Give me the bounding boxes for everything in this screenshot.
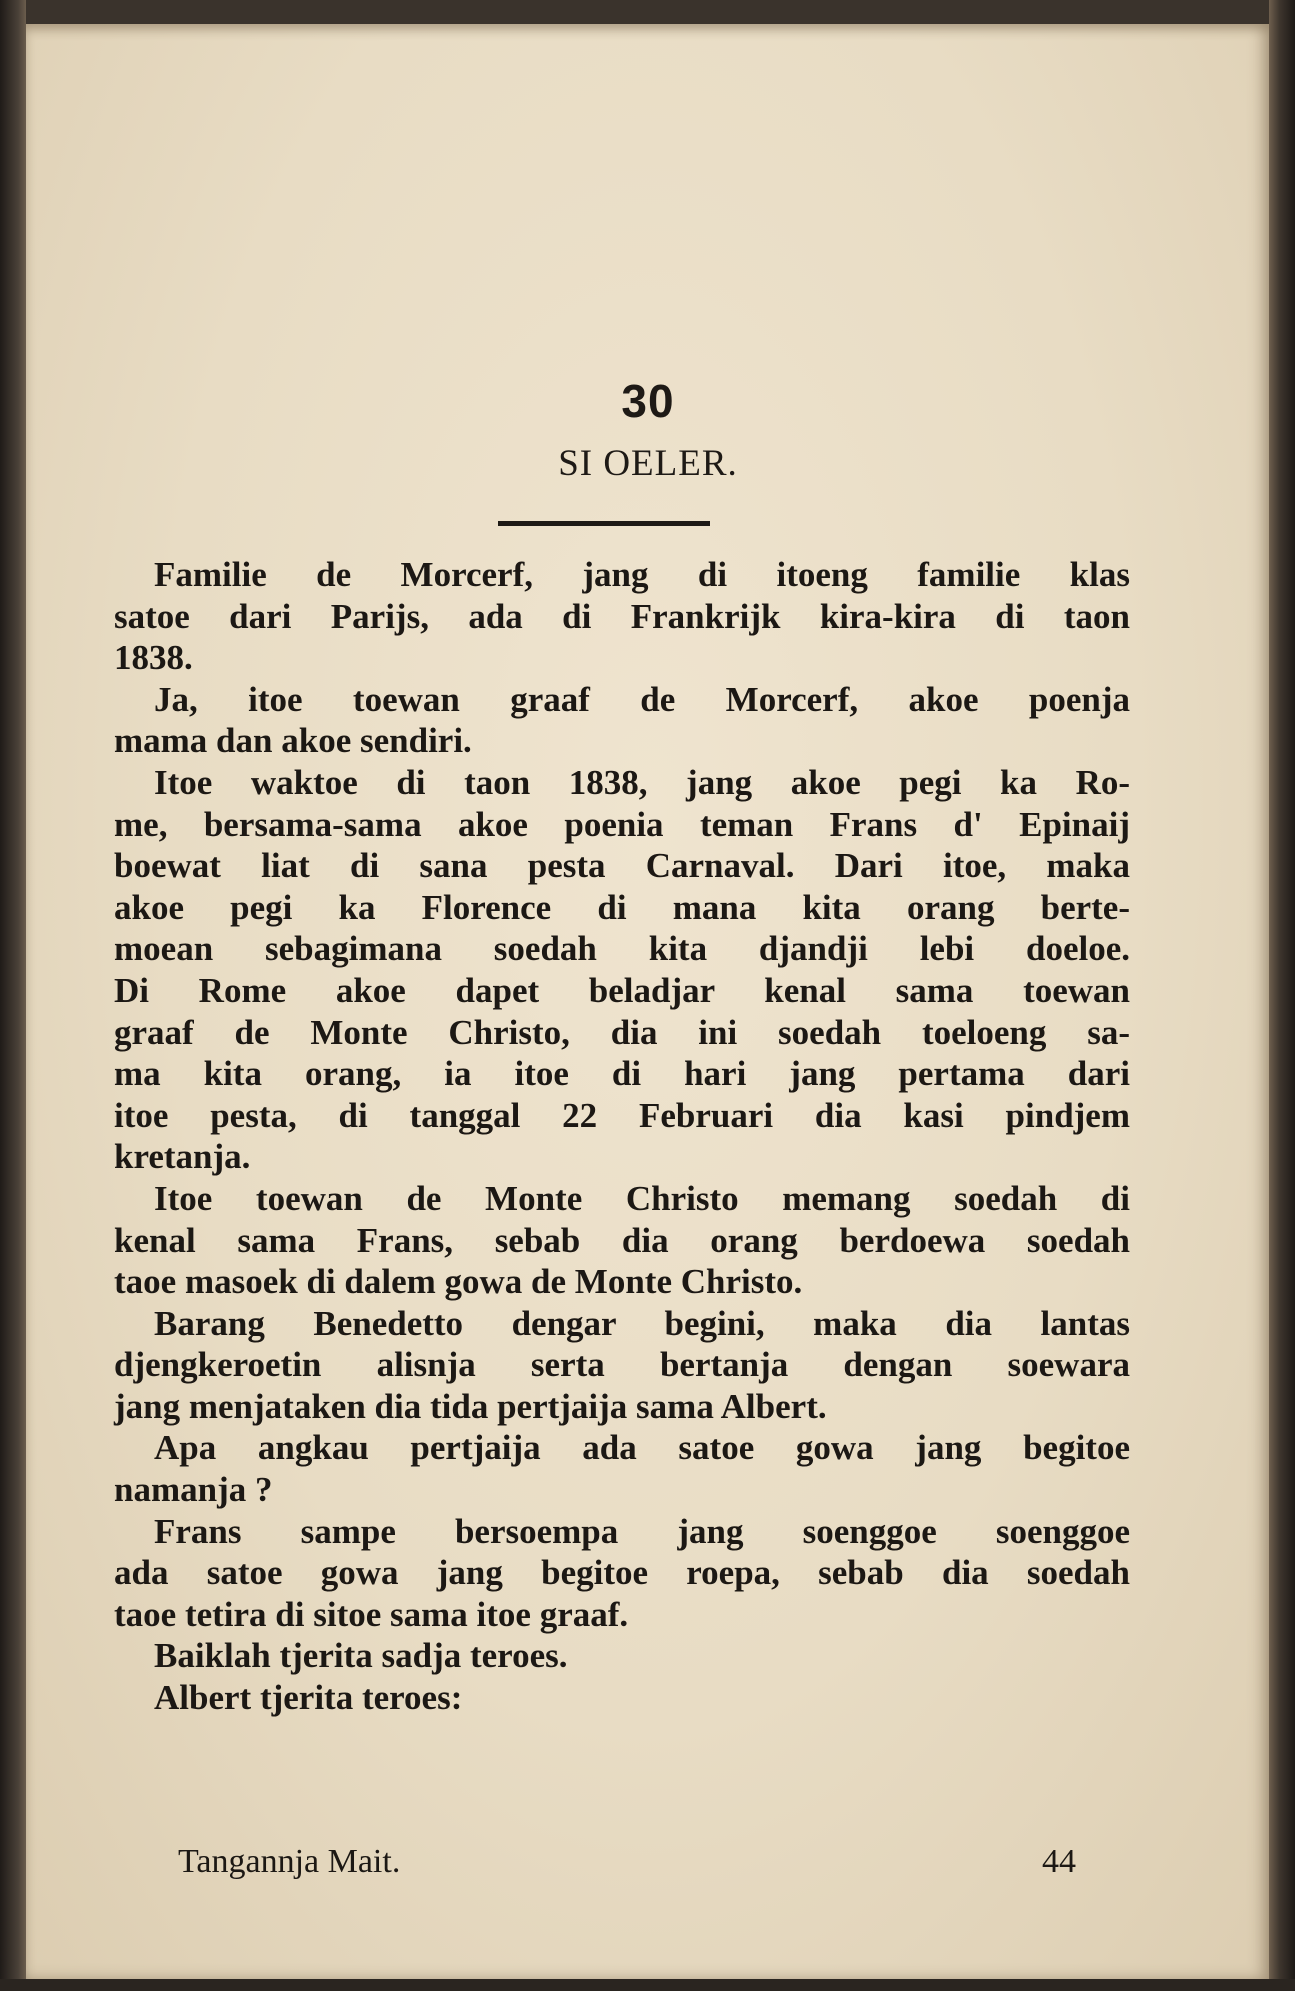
text-line: jang menjataken dia tida pertjaija sama Albert. bbox=[114, 1386, 827, 1426]
printer-signature: Tangannja Mait. bbox=[178, 1843, 401, 1880]
text-line: satoe dari Parijs, ada di Frankrijk kira-kira di taon bbox=[114, 596, 1130, 636]
page-sheet bbox=[26, 24, 1270, 1979]
title-divider bbox=[498, 521, 710, 526]
body-text bbox=[114, 554, 1130, 1719]
text-line: Albert tjerita teroes: bbox=[154, 1678, 463, 1718]
text-line: me, bersama-sama akoe poenia teman Frans d' Epinaij bbox=[114, 804, 1130, 844]
text-line: mama dan akoe sendiri. bbox=[114, 721, 472, 761]
text-line: Frans sampe bersoempa jang soenggoe soenggoe bbox=[154, 1511, 1130, 1551]
text-line: taoe tetira di sitoe sama itoe graaf. bbox=[114, 1594, 629, 1634]
text-line: 1838. bbox=[114, 638, 193, 678]
text-line: Itoe waktoe di taon 1838, jang akoe pegi ka Ro- bbox=[154, 762, 1130, 802]
text-line: Barang Benedetto dengar begini, maka dia lantas bbox=[154, 1303, 1130, 1343]
text-line: Apa angkau pertjaija ada satoe gowa jang begitoe bbox=[154, 1428, 1130, 1468]
text-line: djengkeroetin alisnja serta bertanja dengan soewara bbox=[114, 1345, 1130, 1385]
text-line: kenal sama Frans, sebab dia orang berdoewa soedah bbox=[114, 1220, 1130, 1260]
chapter-title: SI OELER. bbox=[558, 443, 738, 484]
page-right-edge bbox=[1269, 0, 1295, 1991]
text-line: taoe masoek di dalem gowa de Monte Christo. bbox=[114, 1262, 803, 1302]
text-line: graaf de Monte Christo, dia ini soedah toeloeng sa- bbox=[114, 1012, 1130, 1052]
text-line: ada satoe gowa jang begitoe roepa, sebab dia soedah bbox=[114, 1553, 1130, 1593]
text-line: Ja, itoe toewan graaf de Morcerf, akoe poenja bbox=[154, 679, 1130, 719]
text-line: itoe pesta, di tanggal 22 Februari dia kasi pindjem bbox=[114, 1095, 1130, 1135]
text-line: namanja ? bbox=[114, 1470, 273, 1510]
text-line: Baiklah tjerita sadja teroes. bbox=[154, 1636, 568, 1676]
text-line: Familie de Morcerf, jang di itoeng familie klas bbox=[154, 555, 1130, 594]
book-spine-edge bbox=[0, 0, 26, 1991]
text-line: ma kita orang, ia itoe di hari jang pertama dari bbox=[114, 1054, 1130, 1094]
text-line: Di Rome akoe dapet beladjar kenal sama toewan bbox=[114, 970, 1130, 1010]
page-bottom-edge bbox=[0, 1979, 1295, 1991]
page-number: 44 bbox=[1042, 1843, 1076, 1880]
text-line: akoe pegi ka Florence di mana kita orang berte- bbox=[114, 887, 1130, 927]
chapter-number: 30 bbox=[621, 375, 675, 427]
text-line: boewat liat di sana pesta Carnaval. Dari itoe, maka bbox=[114, 846, 1130, 886]
text-line: moean sebagimana soedah kita djandji lebi doeloe. bbox=[114, 929, 1130, 969]
text-line: kretanja. bbox=[114, 1137, 251, 1177]
text-line: Itoe toewan de Monte Christo memang soedah di bbox=[154, 1178, 1130, 1218]
